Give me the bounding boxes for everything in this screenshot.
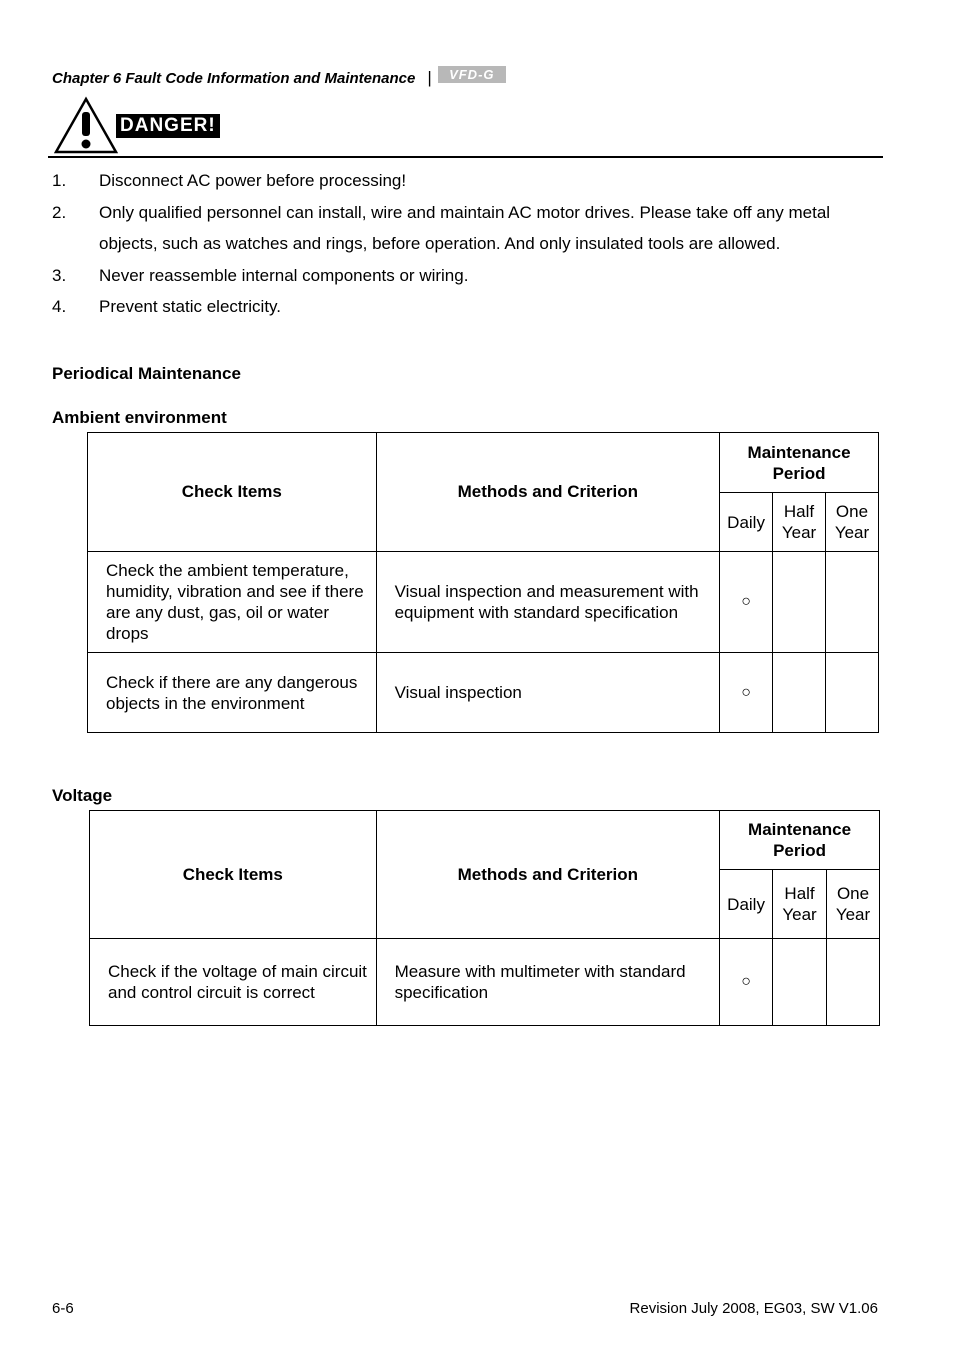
check-item-cell: Check if the voltage of main circuit and control circuit is correct — [90, 939, 377, 1026]
list-item — [52, 260, 882, 292]
list-item — [52, 197, 882, 260]
col-maintenance-period: Maintenance Period — [720, 811, 880, 870]
ambient-table — [87, 432, 879, 733]
list-item — [52, 291, 882, 323]
col-methods: Methods and Criterion — [376, 433, 720, 552]
voltage-title: Voltage — [52, 786, 113, 805]
method-cell: Measure with multimeter with standard specification — [376, 939, 720, 1026]
table-row — [88, 653, 879, 733]
table-row — [88, 552, 879, 653]
vfd-g-logo: VFD-G — [438, 66, 506, 83]
method-cell: Visual inspection — [376, 653, 720, 733]
warning-triangle-icon — [54, 96, 118, 154]
list-item-text: Never reassemble internal components or wiring. — [99, 265, 469, 285]
one-year-mark — [826, 653, 879, 733]
col-daily: Daily — [720, 493, 773, 552]
col-half-year: Half Year — [773, 493, 826, 552]
check-item-cell: Check if there are any dangerous objects in the environment — [88, 653, 377, 733]
page-number: 6-6 — [52, 1300, 74, 1317]
list-item-text: Only qualified personnel can install, wire and maintain AC motor drives. Please take off any metal objects, such as watches and rings, before operation. And only insulated tools are allowed. — [99, 202, 831, 253]
half-year-mark — [773, 939, 827, 1026]
ambient-title: Ambient environment — [52, 408, 227, 427]
col-half-year: Half Year — [773, 870, 827, 939]
voltage-table — [89, 810, 880, 1026]
list-item-text: Disconnect AC power before processing! — [99, 171, 407, 190]
daily-mark: ○ — [720, 939, 773, 1026]
one-year-mark — [826, 552, 879, 653]
list-item-text: Prevent static electricity. — [99, 297, 282, 316]
list-item-number: 3. — [52, 265, 67, 285]
header-separator: | — [427, 68, 432, 87]
col-check-items: Check Items — [88, 433, 377, 552]
col-one-year: One Year — [826, 493, 879, 552]
half-year-mark — [773, 653, 826, 733]
page-header — [52, 68, 506, 88]
section-title: Periodical Maintenance — [52, 364, 241, 383]
col-maintenance-period: Maintenance Period — [720, 433, 879, 493]
daily-mark: ○ — [720, 653, 773, 733]
daily-mark: ○ — [720, 552, 773, 653]
list-item-number: 1. — [52, 171, 67, 190]
half-year-mark — [773, 552, 826, 653]
warning-list — [52, 165, 882, 323]
one-year-mark — [827, 939, 880, 1026]
col-daily: Daily — [720, 870, 773, 939]
header-divider — [48, 156, 883, 158]
danger-banner — [54, 96, 234, 156]
check-item-cell: Check the ambient temperature, humidity, vibration and see if there are any dust, gas, oil or water drops — [88, 552, 377, 653]
list-item-number: 2. — [52, 202, 67, 222]
chapter-title: Chapter 6 Fault Code Information and Maintenance — [52, 69, 416, 87]
method-cell: Visual inspection and measurement with equipment with standard specification — [376, 552, 720, 653]
col-check-items: Check Items — [90, 811, 377, 939]
danger-label: DANGER! — [116, 114, 220, 138]
col-methods: Methods and Criterion — [376, 811, 720, 939]
list-item — [52, 165, 882, 197]
revision-note: Revision July 2008, EG03, SW V1.06 — [629, 1300, 878, 1317]
list-item-number: 4. — [52, 297, 67, 316]
table-row — [90, 939, 880, 1026]
col-one-year: One Year — [827, 870, 880, 939]
